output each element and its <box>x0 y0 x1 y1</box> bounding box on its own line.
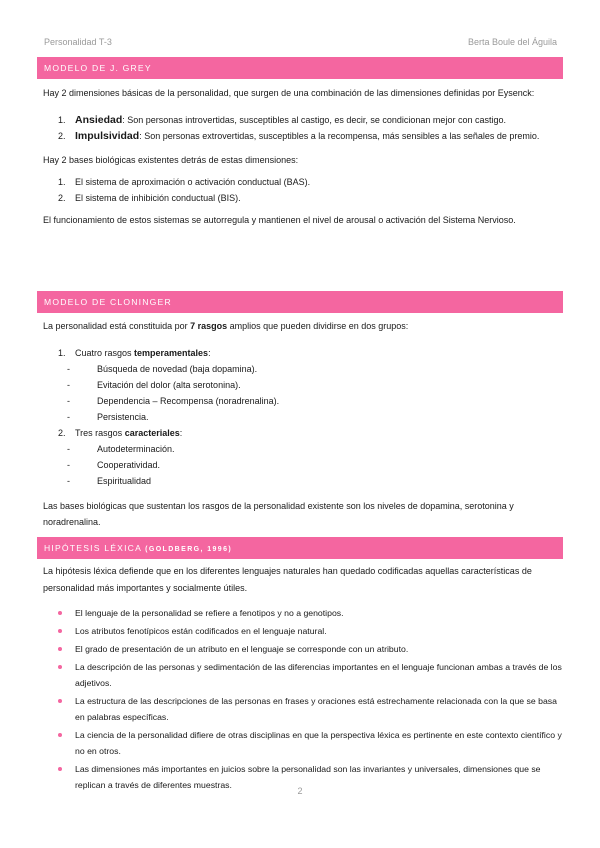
page-number: 2 <box>297 786 303 796</box>
grey-intro: Hay 2 dimensiones básicas de la personalidad, que surgen de una combinación de las dimensiones definidas por Eysenck: <box>43 88 535 98</box>
list-item: La estructura de las descripciones de las personas en frases y oraciones está estrechamente relacionada con la que se basa en palabras específicas. <box>37 693 563 725</box>
list-item: 2. El sistema de inhibición conductual (BIS). <box>58 193 241 203</box>
list-item: 1. Cuatro rasgos temperamentales: - Búsqueda de novedad (baja dopamina). - Evitación del dolor (alta serotonina). - Dependencia – Recompensa (noradrenalina). - Persistencia. <box>37 345 563 425</box>
bullet-icon <box>58 699 62 703</box>
cloninger-groups-list <box>37 345 563 489</box>
list-item: Los atributos fenotípicos están codificados en el lenguaje natural. <box>37 623 563 639</box>
header-course: Personalidad T-3 <box>44 37 112 47</box>
bullet-icon <box>58 733 62 737</box>
section-grey <box>37 57 563 229</box>
list-item: La ciencia de la personalidad difiere de otras disciplinas en que la perspectiva léxica es pertinente en este contexto científico y no en otros. <box>37 727 563 759</box>
temperament-traits-list <box>37 361 563 425</box>
section-lexica <box>37 537 563 795</box>
list-item: - Autodeterminación. <box>67 443 175 454</box>
list-item: - Dependencia – Recompensa (noradrenalina). <box>67 395 280 406</box>
bullet-icon <box>58 665 62 669</box>
list-item: La descripción de las personas y sedimentación de las diferencias importantes en el lenguaje funcionan ambas a través de los adjetivos. <box>37 659 563 691</box>
list-item: - Espiritualidad <box>67 475 152 486</box>
list-item: 2. Impulsividad: Son personas extrovertidas, susceptibles a la recompensa, más sensibles a las señales de premio. <box>58 129 540 142</box>
cloninger-closing: Las bases biológicas que sustentan los rasgos de la personalidad existente son los niveles de dopamina, serotonina y noradrenalina. <box>43 500 514 527</box>
lexica-bullets <box>37 605 563 793</box>
cloninger-intro: La personalidad está constituida por 7 rasgos amplios que pueden dividirse en dos grupos: <box>43 321 409 331</box>
grey-bases-list <box>37 174 563 206</box>
running-header <box>44 37 563 51</box>
list-item: - Persistencia. <box>67 411 149 422</box>
bullet-icon <box>58 629 62 633</box>
section-heading-lexica: HIPÓTESIS LÉXICA (GOLDBERG, 1996) <box>37 537 563 559</box>
section-heading-cloninger: MODELO DE CLONINGER <box>37 291 563 313</box>
list-item: - Evitación del dolor (alta serotonina). <box>67 379 241 390</box>
list-item: Las dimensiones más importantes en juicios sobre la personalidad son las invariantes y universales, dimensiones que se replican a través de diferentes muestras. <box>37 761 563 793</box>
list-item: - Cooperatividad. <box>67 459 161 470</box>
grey-closing: El funcionamiento de estos sistemas se autorregula y mantienen el nivel de arousal o activación del Sistema Nervioso. <box>43 215 516 225</box>
grey-bases-intro: Hay 2 bases biológicas existentes detrás de estas dimensiones: <box>43 154 299 165</box>
bullet-icon <box>58 767 62 771</box>
section-cloninger <box>37 291 563 531</box>
list-item: - Búsqueda de novedad (baja dopamina). <box>67 363 258 374</box>
list-item: El lenguaje de la personalidad se refiere a fenotipos y no a genotipos. <box>37 605 563 621</box>
bullet-icon <box>58 611 62 615</box>
character-traits-list <box>37 441 563 489</box>
list-item: 2. Tres rasgos caracteriales: - Autodeterminación. - Cooperatividad. - Espiritualidad <box>37 425 563 489</box>
lexica-intro: La hipótesis léxica defiende que en los diferentes lenguajes naturales han quedado codificadas aquellas características de personalidad más importantes y socialmente útiles. <box>43 566 532 593</box>
header-author: Berta Boule del Águila <box>467 37 557 47</box>
bullet-icon <box>58 647 62 651</box>
grey-dimensions-list <box>37 112 563 144</box>
list-item: El grado de presentación de un atributo en el lenguaje se corresponde con un atributo. <box>37 641 563 657</box>
section-heading-grey: MODELO DE J. GREY <box>37 57 563 79</box>
list-item: 1. Ansiedad: Son personas introvertidas, susceptibles al castigo, es decir, se condicionan mejor con castigo. <box>58 113 506 126</box>
list-item: 1. El sistema de aproximación o activación conductual (BAS). <box>58 177 311 187</box>
